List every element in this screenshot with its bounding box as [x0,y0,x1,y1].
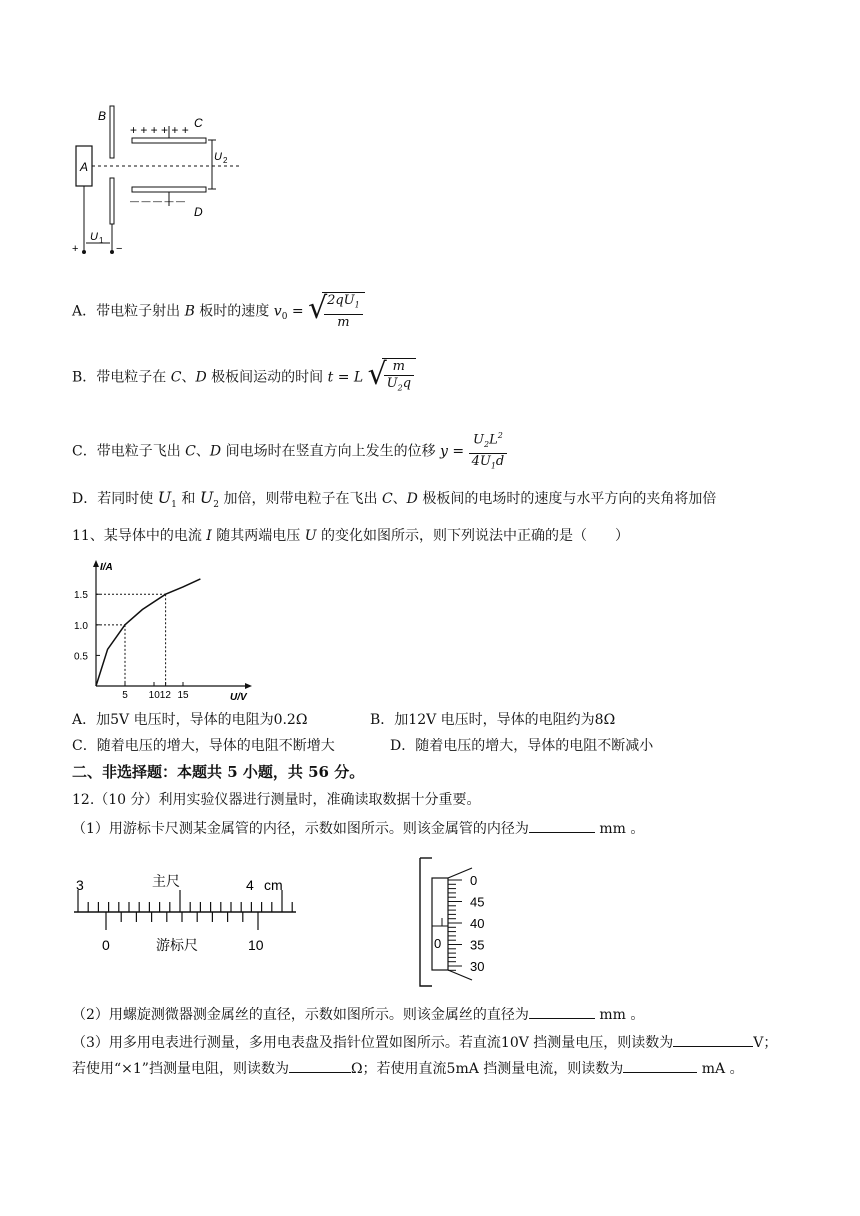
vernier-caliper [70,866,310,956]
q10-option-c: C．带电粒子飞出 C、D 间电场时在竖直方向上发生的位移 y = $\frac{U_2L^2}{4U_1d}$ [72,428,507,475]
q11-stem-b: 随其两端电压 [211,528,305,544]
q12-p2-unit: mm 。 [594,1007,645,1023]
plate-d [132,187,206,192]
q11-option-c: C．随着电压的增大，导体的电阻不断增大 [72,738,335,754]
plate-b-top [110,106,114,158]
opt-d-c: C [381,491,393,507]
vernier-right: 10 [248,937,264,953]
answer-blank-2[interactable] [529,1004,595,1019]
micrometer [412,856,512,990]
x-tick-label: 1012 [148,690,171,701]
minus-terminal: − [116,243,123,255]
opt-d-u2-sub: 2 [213,499,220,510]
q11-option-b: B．加12V 电压时，导体的电阻约为8Ω [370,712,616,728]
thimble [432,878,448,970]
opt-a-sqrt: √ $\frac{2qU_1}{m}$ [308,292,365,331]
q12-stem: 12.（10 分）利用实验仪器进行测量时，准确读取数据十分重要。 [72,792,481,808]
opt-d-u1-sub: 1 [171,499,177,510]
q11-option-d: D．随着电压的增大，导体的电阻不断减小 [390,738,654,754]
label-u2-sub: 2 [223,156,228,165]
opt-b-prefix: B．带电粒子在 [72,369,171,386]
opt-c-frac [469,428,508,475]
y-tick-label: 0.5 [74,651,88,663]
y-tick-label: 1.0 [74,620,88,632]
answer-blank-5[interactable] [623,1058,697,1073]
q12-part1 [72,818,644,839]
q11-stem-a: 11、某导体中的电流 [72,528,207,544]
q11-stem-u: U [304,528,317,544]
label-d: D [194,205,203,219]
opt-b-mid: 极板间运动的时间 [206,369,328,386]
opt-c-var: y [440,443,448,460]
sleeve-zero: 0 [434,936,442,951]
opt-b-den-q: q [402,376,412,391]
opt-d-d: D [406,491,418,507]
opt-d-u1: U [157,488,172,507]
opt-c-d: D [209,443,222,460]
opt-c-den-d: d [495,453,505,469]
q11-stem-c: 的变化如图所示，则下列说法中正确的是（ ） [316,528,629,544]
q11-stem [72,526,629,546]
x-tick-label: 15 [177,690,189,701]
opt-d-mid: 加倍，则带电粒子在飞出 [219,491,382,507]
opt-a-sub: 0 [281,312,288,323]
q12-part2 [72,1004,644,1025]
opt-d-u2: U [199,488,214,507]
opt-a-num: 2qU [327,293,355,308]
plus-terminal: + [72,243,79,255]
opt-b-l: L [353,369,364,386]
opt-c-c: C [185,443,196,460]
opt-b-den: U [386,376,398,391]
opt-a-b: B [184,303,195,320]
opt-c-mid: 间电场时在竖直方向上发生的位移 [221,443,441,460]
label-u2: U [214,151,222,163]
q12-p1-text: （1）用游标卡尺测某金属管的内径，示数如图所示。则该金属管的内径为 [72,821,529,837]
label-b: B [98,109,107,123]
opt-b-sep: 、 [181,369,196,386]
opt-c-sep: 、 [195,443,210,460]
q12-part3 [72,1032,777,1053]
thimble-label: 0 [470,873,478,888]
opt-d-and: 和 [176,491,200,507]
q12-p2-text: （2）用螺旋测微器测金属丝的直径，示数如图所示。则该金属丝的直径为 [72,1007,529,1023]
q12-p1-unit: mm 。 [594,821,645,837]
q11-option-a: A．加5V 电压时，导体的电阻为0.2Ω [72,712,308,728]
main-scale-left: 3 [76,877,84,893]
opt-c-num: U [473,432,484,448]
plate-b-bottom [110,178,114,224]
q10-option-a: A．带电粒子射出 B 板时的速度 $v_0$ = √ $\frac{2qU_1}{m}$ [72,292,365,331]
minus-row: — — — — — [130,196,186,206]
opt-b-d: D [195,369,207,386]
thimble-label: 45 [470,894,485,910]
opt-b-sqrt: √ $\frac{m}{U_2q}$ [368,358,416,397]
opt-b-num: m [384,359,414,376]
opt-c-prefix: C．带电粒子飞出 [72,443,186,460]
micrometer-frame [420,858,432,986]
plate-c [132,138,206,143]
q11-stem-i: I [206,528,212,544]
opt-d-end: 极板间的电场时的速度与水平方向的夹角将加倍 [417,491,717,507]
q12-p3-unit1: V； [753,1035,778,1051]
opt-b-var: t [327,369,334,386]
opt-b-den-sub: 2 [397,383,403,393]
opt-c-num-sub: 2 [483,439,490,449]
plus-row: + + + + + + [130,123,189,137]
opt-a-var: v [273,303,282,320]
vernier-label: 游标尺 [156,937,198,953]
thimble-label: 40 [470,916,485,931]
main-scale-unit: cm [264,877,283,893]
opt-a-mid: 板时的速度 [194,303,274,320]
x-axis-label: U/V [230,692,247,701]
x-axis-arrow [245,683,252,689]
plates-diagram [68,100,248,265]
q12-p3-unit2: Ω；若使用直流5mA 挡测量电流，则读数为 [350,1061,624,1077]
opt-a-num-sub: 1 [354,300,360,310]
y-tick-label: 1.5 [74,590,88,602]
label-u1-sub: 1 [99,236,104,245]
opt-c-den: 4U [471,453,491,469]
answer-blank-4[interactable] [289,1058,351,1073]
q10-option-b: B．带电粒子在 C、D 极板间运动的时间 t = L √ $\frac{m}{U_2q}$ [72,358,416,397]
opt-a-den: m [337,314,350,330]
opt-a-prefix: A．带电粒子射出 [72,303,185,320]
q12-part3-cont [72,1058,744,1079]
answer-blank-3[interactable] [673,1032,753,1047]
opt-d-sep: 、 [392,491,407,507]
label-c: C [194,116,203,130]
iu-chart [70,556,255,701]
opt-c-num-sup: 2 [497,431,503,440]
q10-option-d [72,488,716,515]
opt-c-num-l: L [489,432,498,448]
section-2-header: 二、非选择题：本题共 5 小题，共 56 分。 [72,763,365,781]
opt-d-prefix: D．若同时使 [72,491,158,507]
main-scale-label: 主尺 [152,873,180,889]
opt-c-den-sub: 1 [490,461,496,471]
x-tick-label: 5 [122,690,128,701]
opt-b-c: C [170,369,182,386]
q12-p3-text: （3）用多用电表进行测量，多用电表盘及指针位置如图所示。若直流10V 挡测量电压，则读数为 [72,1035,674,1051]
y-axis-arrow [93,560,99,567]
thimble-label: 35 [470,937,485,953]
answer-blank-1[interactable] [529,818,595,833]
y-axis-label: I/A [100,562,113,573]
q12-p3-unit3: mA 。 [697,1061,744,1077]
label-a: A [80,160,89,174]
iu-curve [96,579,200,686]
label-u1: U [90,231,98,243]
vernier-left: 0 [102,937,110,953]
main-scale-right: 4 [246,877,254,893]
q12-p3-text-b: 若使用“×1”挡测量电阻，则读数为 [72,1061,289,1077]
thimble-label: 30 [470,959,485,974]
